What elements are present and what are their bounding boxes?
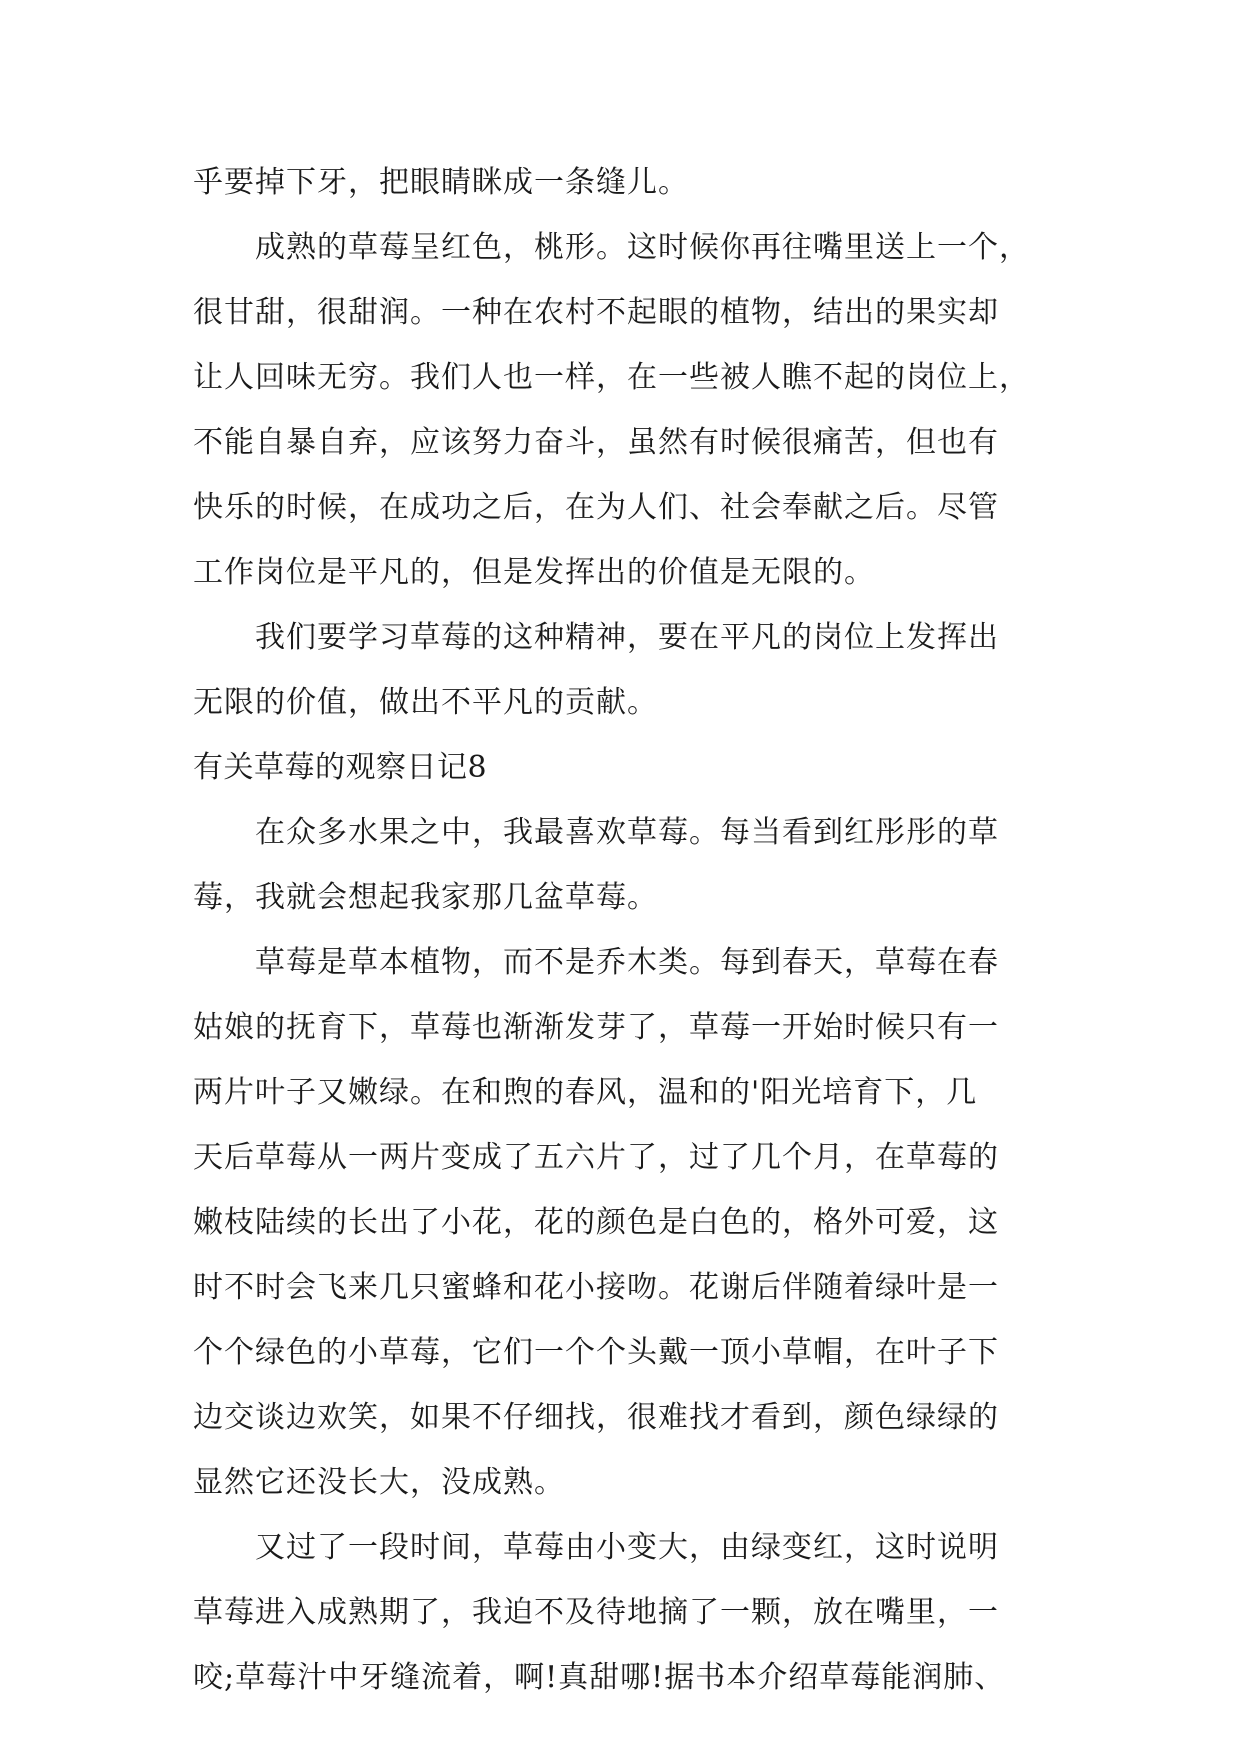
text-line: 莓，我就会想起我家那几盆草莓。 — [193, 880, 658, 915]
text-line: 显然它还没长大，没成熟。 — [193, 1465, 565, 1500]
text-line: 草莓进入成熟期了，我迫不及待地摘了一颗，放在嘴里，一 — [193, 1595, 999, 1630]
paragraph-start-line: 我们要学习草莓的这种精神，要在平凡的岗位上发挥出 — [255, 620, 999, 655]
paragraph-start-line: 又过了一段时间，草莓由小变大，由绿变红，这时说明 — [255, 1530, 999, 1565]
paragraph-start-line: 草莓是草本植物，而不是乔木类。每到春天，草莓在春 — [255, 945, 999, 980]
text-line: 不能自暴自弃，应该努力奋斗，虽然有时候很痛苦，但也有 — [193, 425, 999, 460]
text-line: 两片叶子又嫩绿。在和煦的春风，温和的'阳光培育下，几 — [193, 1075, 978, 1110]
paragraph-start-line: 成熟的草莓呈红色，桃形。这时候你再往嘴里送上一个， — [255, 230, 1030, 265]
text-line: 嫩枝陆续的长出了小花，花的颜色是白色的，格外可爱，这 — [193, 1205, 999, 1240]
text-line: 姑娘的抚育下，草莓也渐渐发芽了，草莓一开始时候只有一 — [193, 1010, 999, 1045]
paragraph-start-line: 在众多水果之中，我最喜欢草莓。每当看到红彤彤的草 — [255, 815, 999, 850]
text-line: 咬;草莓汁中牙缝流着，啊!真甜哪!据书本介绍草莓能润肺、 — [193, 1660, 1006, 1695]
text-line: 天后草莓从一两片变成了五六片了，过了几个月，在草莓的 — [193, 1140, 999, 1175]
text-line: 工作岗位是平凡的，但是发挥出的价值是无限的。 — [193, 555, 875, 590]
text-line: 乎要掉下牙，把眼睛眯成一条缝儿。 — [193, 165, 689, 200]
text-line: 个个绿色的小草莓，它们一个个头戴一顶小草帽，在叶子下 — [193, 1335, 999, 1370]
text-line: 边交谈边欢笑，如果不仔细找，很难找才看到，颜色绿绿的 — [193, 1400, 999, 1435]
text-line: 快乐的时候，在成功之后，在为人们、社会奉献之后。尽管 — [193, 490, 999, 525]
text-line: 时不时会飞来几只蜜蜂和花小接吻。花谢后伴随着绿叶是一 — [193, 1270, 999, 1305]
text-line: 无限的价值，做出不平凡的贡献。 — [193, 685, 658, 720]
text-line: 很甘甜，很甜润。一种在农村不起眼的植物，结出的果实却 — [193, 295, 999, 330]
document-body — [193, 150, 1053, 1710]
section-heading: 有关草莓的观察日记8 — [193, 750, 488, 785]
text-line: 让人回味无穷。我们人也一样，在一些被人瞧不起的岗位上， — [193, 360, 1030, 395]
